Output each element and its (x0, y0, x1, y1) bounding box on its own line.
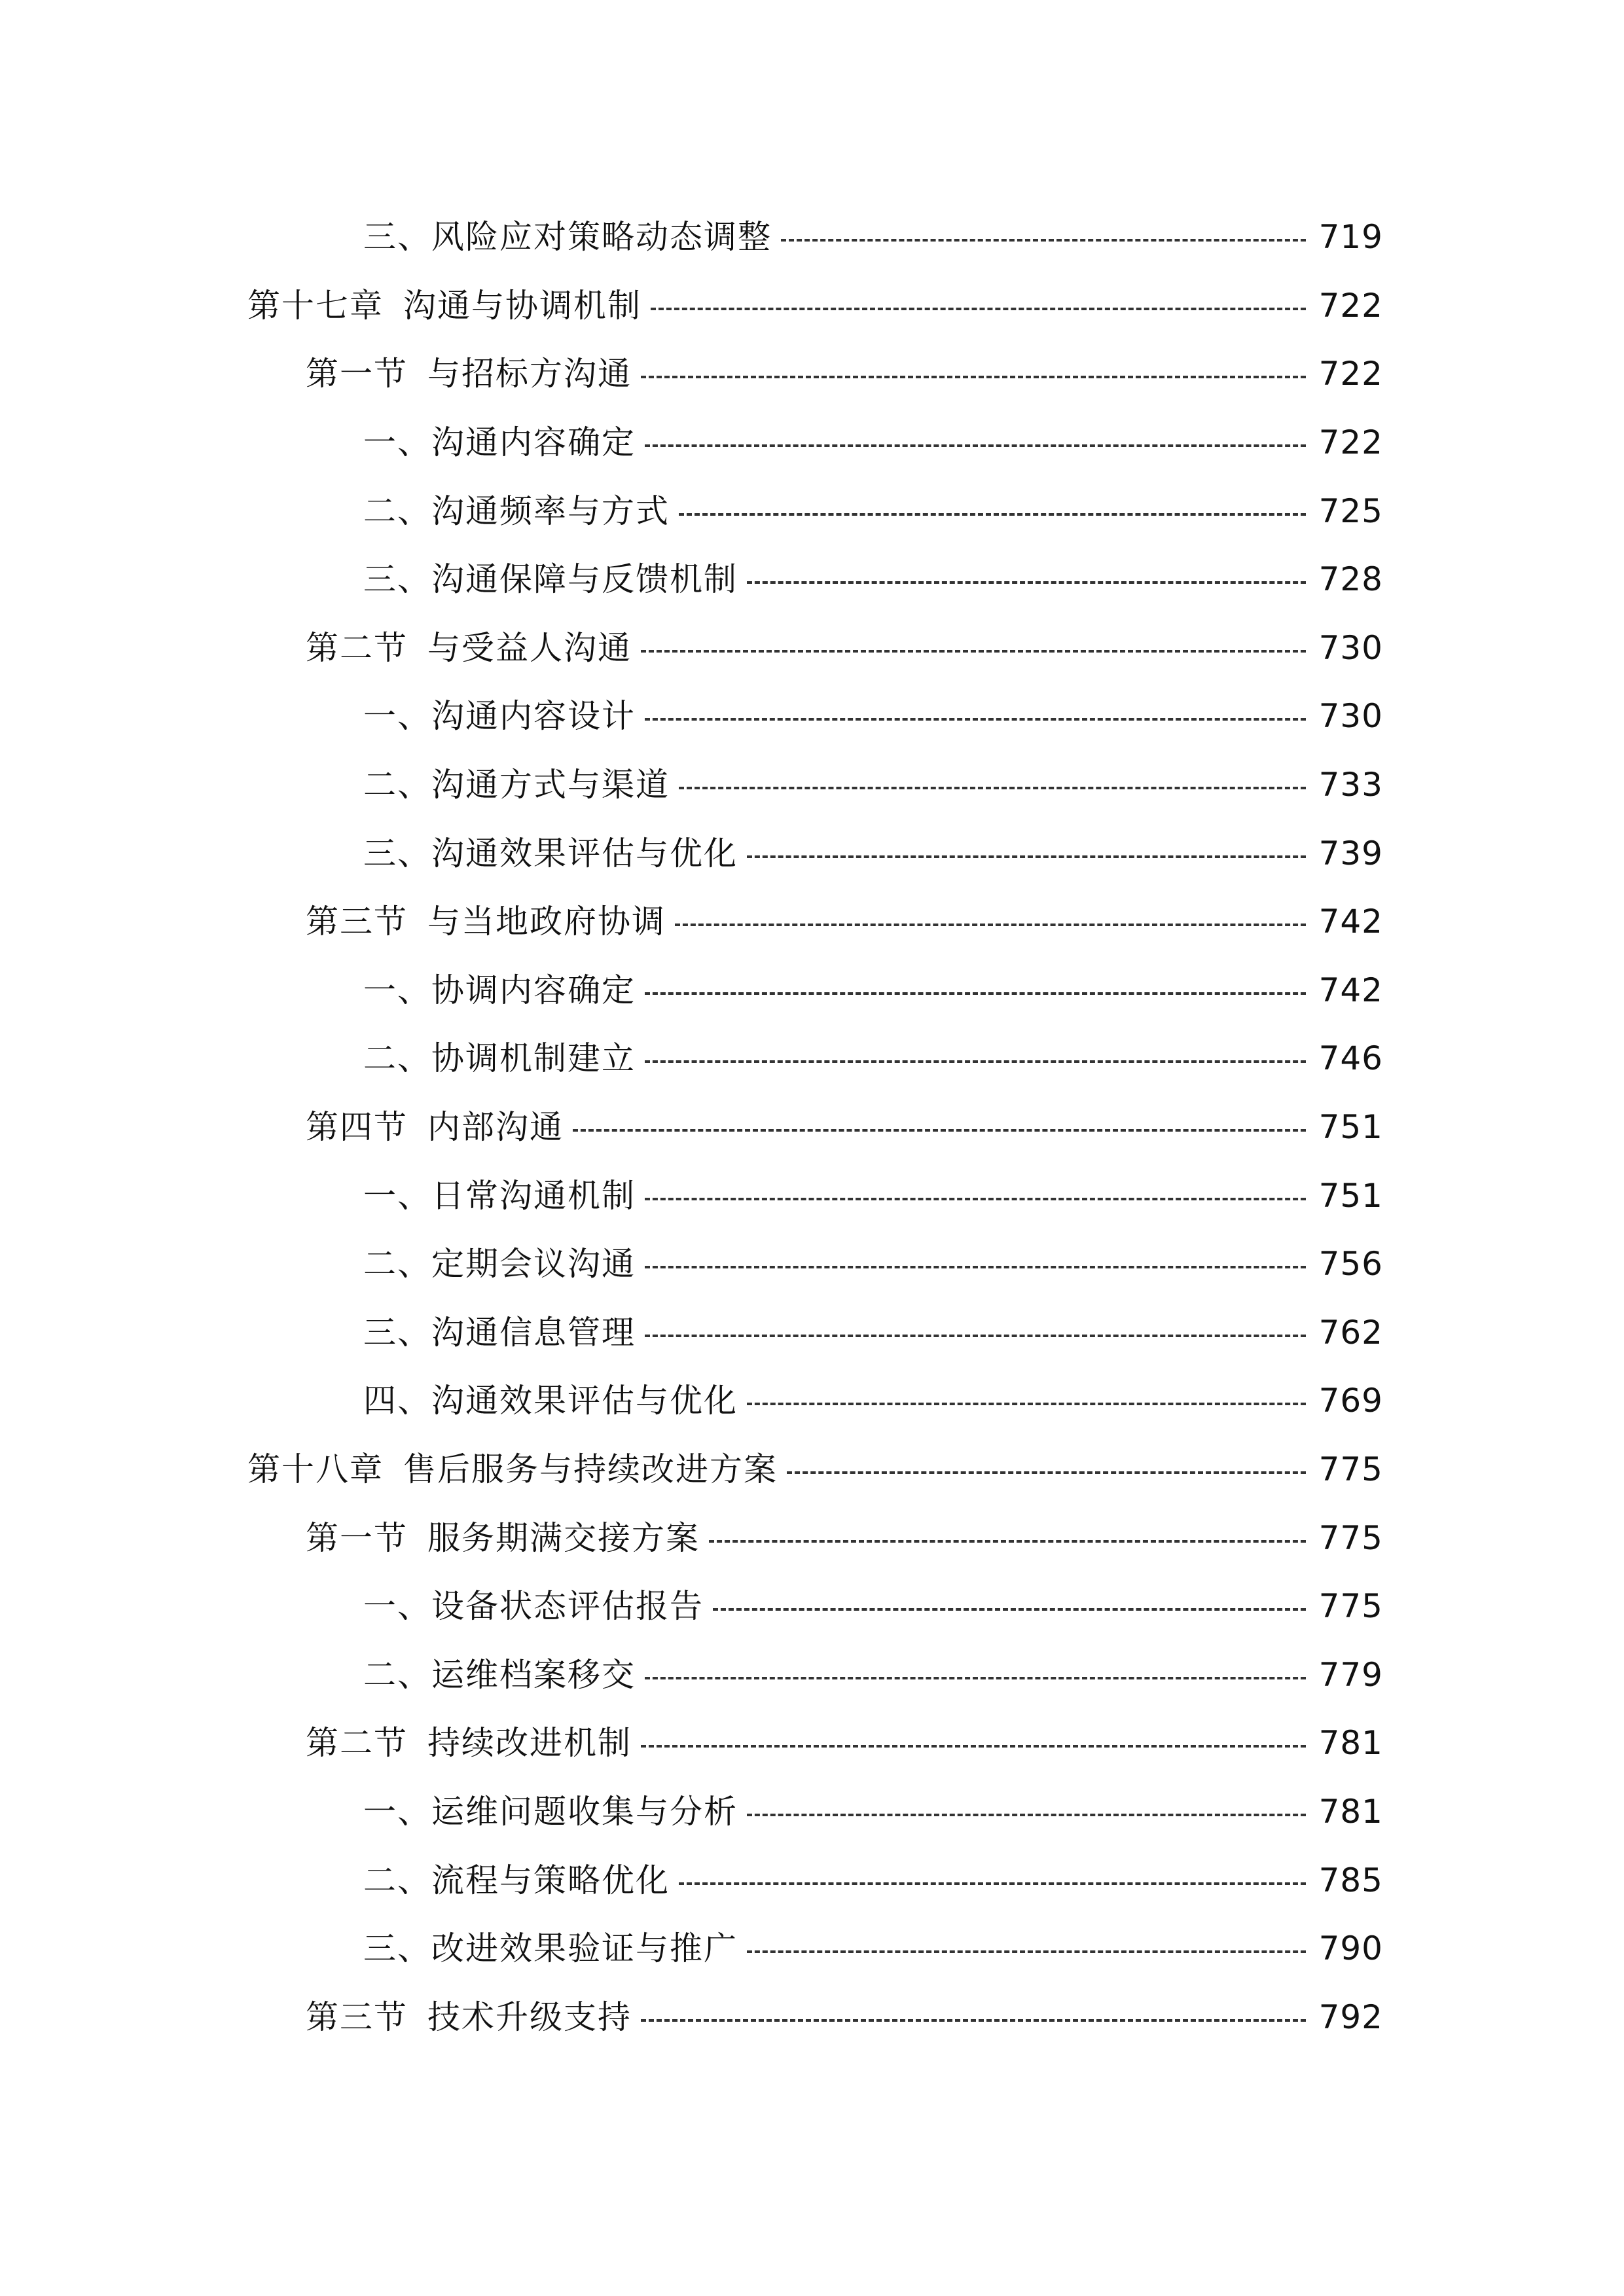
toc-dot-leader (651, 308, 1306, 310)
toc-entry-title (363, 766, 679, 804)
toc-entry-section[interactable] (0, 340, 1624, 408)
toc-dot-leader (645, 718, 1306, 721)
toc-entry-title (306, 1998, 641, 2036)
toc-entry-item[interactable] (0, 1161, 1624, 1230)
toc-entry-label: 二、沟通方式与渠道 (363, 766, 670, 804)
toc-entry-title (363, 423, 645, 462)
toc-entry-label: 服务期满交接方案 (427, 1518, 700, 1557)
toc-page-number: 746 (1318, 1039, 1383, 1078)
toc-entry-label: 二、流程与策略优化 (363, 1861, 670, 1899)
toc-entry-title (306, 1724, 641, 1763)
toc-entry-title (363, 1861, 679, 1899)
toc-entry-item[interactable] (0, 1299, 1624, 1367)
toc-entry-prefix: 第一节 (306, 355, 408, 393)
toc-page-number: 756 (1318, 1245, 1383, 1283)
toc-page-number: 751 (1318, 1108, 1383, 1147)
table-of-contents (0, 203, 1624, 2051)
toc-entry-label: 三、改进效果验证与推广 (363, 1929, 738, 1968)
toc-entry-item[interactable] (0, 1914, 1624, 1983)
toc-entry-label: 一、沟通内容确定 (363, 423, 636, 462)
toc-entry-label: 持续改进机制 (427, 1724, 632, 1763)
toc-entry-label: 三、风险应对策略动态调整 (363, 218, 772, 257)
toc-entry-title (306, 903, 675, 941)
toc-entry-item[interactable] (0, 819, 1624, 888)
toc-entry-item[interactable] (0, 1778, 1624, 1846)
toc-entry-prefix: 第二节 (306, 1724, 408, 1763)
toc-entry-item[interactable] (0, 682, 1624, 751)
toc-page-number: 730 (1318, 697, 1383, 736)
toc-entry-title (363, 1655, 645, 1694)
toc-entry-section[interactable] (0, 888, 1624, 956)
toc-dot-leader (679, 513, 1306, 516)
toc-entry-item[interactable] (0, 1640, 1624, 1709)
toc-page-number: 762 (1318, 1313, 1383, 1352)
toc-page-number: 742 (1318, 903, 1383, 941)
toc-page-number: 779 (1318, 1655, 1383, 1694)
toc-entry-section[interactable] (0, 1503, 1624, 1572)
toc-entry-item[interactable] (0, 1572, 1624, 1641)
toc-dot-leader (641, 2019, 1306, 2022)
toc-entry-prefix: 第三节 (306, 1998, 408, 2036)
toc-entry-section[interactable] (0, 1093, 1624, 1162)
toc-entry-label: 二、运维档案移交 (363, 1655, 636, 1694)
toc-entry-title (247, 286, 651, 325)
toc-page-number: 722 (1318, 286, 1383, 325)
toc-entry-title (306, 1108, 573, 1147)
toc-dot-leader (747, 855, 1306, 858)
toc-page-number: 781 (1318, 1724, 1383, 1763)
toc-entry-chapter[interactable] (0, 1435, 1624, 1504)
toc-dot-leader (641, 1745, 1306, 1748)
toc-entry-title (363, 1245, 645, 1283)
toc-page-number: 751 (1318, 1176, 1383, 1215)
toc-dot-leader (787, 1471, 1306, 1474)
toc-entry-label: 内部沟通 (427, 1108, 564, 1147)
toc-entry-label: 二、沟通频率与方式 (363, 492, 670, 530)
toc-entry-title (363, 218, 781, 257)
toc-dot-leader (645, 1060, 1306, 1063)
toc-dot-leader (573, 1129, 1306, 1132)
toc-entry-label: 四、沟通效果评估与优化 (363, 1382, 738, 1420)
toc-entry-title (363, 971, 645, 1009)
toc-page-number: 775 (1318, 1518, 1383, 1557)
toc-entry-prefix: 第十七章 (247, 286, 384, 325)
toc-entry-label: 一、日常沟通机制 (363, 1176, 636, 1215)
toc-entry-label: 与受益人沟通 (427, 628, 632, 667)
toc-page-number: 728 (1318, 560, 1383, 599)
toc-entry-label: 与当地政府协调 (427, 903, 666, 941)
toc-page-number: 775 (1318, 1450, 1383, 1488)
toc-page-number: 769 (1318, 1382, 1383, 1420)
toc-entry-label: 二、定期会议沟通 (363, 1245, 636, 1283)
toc-entry-label: 与招标方沟通 (427, 355, 632, 393)
toc-entry-label: 三、沟通信息管理 (363, 1313, 636, 1352)
toc-dot-leader (781, 239, 1306, 242)
toc-dot-leader (679, 787, 1306, 789)
toc-entry-title (363, 1382, 747, 1420)
toc-page-number: 781 (1318, 1792, 1383, 1831)
toc-entry-title (306, 628, 641, 667)
toc-entry-label: 三、沟通效果评估与优化 (363, 834, 738, 872)
toc-entry-title (306, 355, 641, 393)
toc-entry-title (363, 1313, 645, 1352)
toc-entry-item[interactable] (0, 476, 1624, 545)
toc-dot-leader (747, 1950, 1306, 1953)
toc-entry-section[interactable] (0, 614, 1624, 683)
toc-dot-leader (713, 1608, 1306, 1611)
toc-dot-leader (679, 1882, 1306, 1885)
toc-page-number: 719 (1318, 218, 1383, 257)
toc-dot-leader (747, 1814, 1306, 1816)
toc-entry-title (363, 492, 679, 530)
toc-entry-item[interactable] (0, 751, 1624, 819)
toc-entry-title (247, 1450, 787, 1488)
toc-dot-leader (747, 581, 1306, 584)
toc-entry-label: 沟通与协调机制 (403, 286, 641, 325)
toc-entry-title (363, 1587, 713, 1626)
toc-dot-leader (675, 924, 1306, 926)
toc-entry-chapter[interactable] (0, 272, 1624, 340)
toc-page-number: 733 (1318, 766, 1383, 804)
toc-entry-item[interactable] (0, 1024, 1624, 1093)
toc-dot-leader (709, 1540, 1306, 1543)
toc-entry-prefix: 第一节 (306, 1518, 408, 1557)
toc-entry-title (363, 697, 645, 736)
toc-entry-section[interactable] (0, 1982, 1624, 2051)
toc-entry-label: 二、协调机制建立 (363, 1039, 636, 1078)
toc-entry-section[interactable] (0, 1709, 1624, 1778)
toc-entry-prefix: 第十八章 (247, 1450, 384, 1488)
toc-entry-label: 一、运维问题收集与分析 (363, 1792, 738, 1831)
toc-page-number: 725 (1318, 492, 1383, 530)
toc-entry-label: 售后服务与持续改进方案 (403, 1450, 778, 1488)
toc-page-number: 739 (1318, 834, 1383, 872)
toc-entry-label: 三、沟通保障与反馈机制 (363, 560, 738, 599)
toc-dot-leader (645, 1266, 1306, 1268)
toc-page-number: 785 (1318, 1861, 1383, 1899)
toc-entry-title (363, 1176, 645, 1215)
toc-dot-leader (645, 1335, 1306, 1337)
toc-entry-item[interactable] (0, 956, 1624, 1025)
toc-dot-leader (645, 1198, 1306, 1200)
toc-entry-item[interactable] (0, 1846, 1624, 1914)
toc-dot-leader (645, 444, 1306, 447)
toc-page-number: 722 (1318, 355, 1383, 393)
toc-page-number: 742 (1318, 971, 1383, 1009)
toc-entry-prefix: 第四节 (306, 1108, 408, 1147)
toc-entry-label: 一、设备状态评估报告 (363, 1587, 704, 1626)
toc-entry-title (363, 1039, 645, 1078)
toc-entry-prefix: 第二节 (306, 628, 408, 667)
toc-dot-leader (645, 1677, 1306, 1679)
toc-entry-label: 一、协调内容确定 (363, 971, 636, 1009)
toc-page-number: 790 (1318, 1929, 1383, 1968)
toc-entry-prefix: 第三节 (306, 903, 408, 941)
toc-entry-title (363, 560, 747, 599)
toc-dot-leader (641, 650, 1306, 653)
toc-entry-title (363, 834, 747, 872)
toc-entry-title (306, 1518, 709, 1557)
toc-entry-item[interactable] (0, 1230, 1624, 1299)
toc-dot-leader (645, 992, 1306, 995)
toc-entry-title (363, 1792, 747, 1831)
toc-entry-label: 技术升级支持 (427, 1998, 632, 2036)
toc-entry-label: 一、沟通内容设计 (363, 697, 636, 736)
toc-page-number: 730 (1318, 628, 1383, 667)
toc-dot-leader (641, 376, 1306, 378)
toc-page-number: 775 (1318, 1587, 1383, 1626)
toc-dot-leader (747, 1403, 1306, 1405)
toc-page-number: 722 (1318, 423, 1383, 462)
toc-entry-item[interactable] (0, 545, 1624, 614)
toc-entry-item[interactable] (0, 408, 1624, 477)
toc-entry-item[interactable] (0, 203, 1624, 272)
toc-page-number: 792 (1318, 1998, 1383, 2036)
toc-entry-title (363, 1929, 747, 1968)
toc-entry-item[interactable] (0, 1367, 1624, 1435)
